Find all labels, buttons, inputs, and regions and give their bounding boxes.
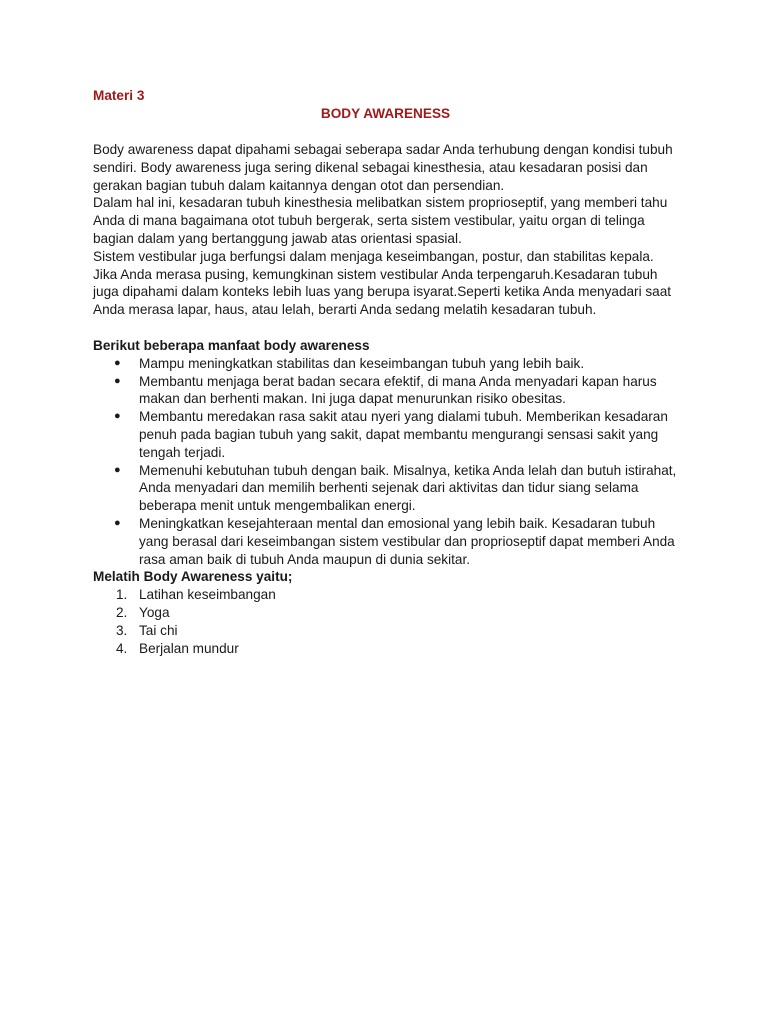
paragraph: Body awareness dapat dipahami sebagai seberapa sadar Anda terhubung dengan kondisi tubuh sendiri. Body awareness juga sering dikenal sebagai kinesthesia, atau kesadaran posisi dan gerakan bagian tubuh dalam kaitannya dengan otot dan persendian. [93,142,673,193]
document-title: BODY AWARENESS [320,106,451,121]
list-item [93,355,678,373]
list-item-text: Latihan keseimbangan [139,587,276,603]
benefits-heading: Berikut beberapa manfaat body awareness [93,337,370,353]
intro-body [93,141,678,319]
materi-label: Materi 3 [93,88,145,103]
exercises-heading: Melatih Body Awareness yaitu; [93,569,293,585]
bullet-icon: ● [114,356,121,369]
list-item-text: Tai chi [139,622,178,638]
list-item [93,373,678,409]
list-item-text: Membantu menjaga berat badan secara efektif, di mana Anda menyadari kapan harus makan dan berhenti makan. Ini juga dapat menurunkan risiko obesitas. [139,373,657,407]
bullet-icon: ● [114,463,121,476]
list-item [93,640,678,658]
list-item [93,622,678,640]
list-item-text: Berjalan mundur [139,640,239,656]
exercises-list [93,586,678,657]
bullet-icon: ● [114,374,121,387]
list-item-text: Memenuhi kebutuhan tubuh dengan baik. Misalnya, ketika Anda lelah dan butuh istirahat, Anda menyadari dan memilih berhenti sejenak dari aktivitas dan tidur siang selama beberapa menit untuk mengembalikan energi. [139,462,677,514]
benefits-list [93,355,678,569]
list-item-text: Membantu meredakan rasa sakit atau nyeri yang dialami tubuh. Memberikan kesadaran penuh pada bagian tubuh yang sakit, dapat membantu mengurangi sensasi sakit yang tengah terjadi. [139,409,668,460]
bullet-icon: ● [114,410,121,423]
list-item [93,604,678,622]
list-item [93,515,678,568]
list-number: 2. [116,604,128,620]
document-page [93,87,678,657]
list-number: 3. [116,622,128,638]
bullet-icon: ● [114,516,121,529]
list-item-text: Meningkatkan kesejahteraan mental dan emosional yang lebih baik. Kesadaran tubuh yang berasal dari keseimbangan sistem vestibular dan proprioseptif dapat memberi Anda rasa aman baik di tubuh Anda maupun di dunia sekitar. [139,515,675,567]
list-item-text: Mampu meningkatkan stabilitas dan keseimbangan tubuh yang lebih baik. [139,355,585,371]
list-item-text: Yoga [139,604,170,620]
list-item [93,586,678,604]
paragraph: Dalam hal ini, kesadaran tubuh kinesthesia melibatkan sistem proprioseptif, yang memberi tahu Anda di mana bagaimana otot tubuh bergerak, serta sistem vestibular, yaitu organ di telinga bagian dalam yang bertanggung jawab atas orientasi spasial. [93,195,668,246]
list-number: 4. [116,640,128,656]
list-item [93,408,678,461]
list-item [93,462,678,515]
list-number: 1. [116,587,128,603]
paragraph: Sistem vestibular juga berfungsi dalam menjaga keseimbangan, postur, dan stabilitas kepala. Jika Anda merasa pusing, kemungkinan sistem vestibular Anda terpengaruh.Kesadaran tubuh juga dipahami dalam konteks lebih luas yang berupa isyarat.Seperti ketika Anda menyadari saat Anda merasa lapar, haus, atau lelah, berarti Anda sedang melatih kesadaran tubuh. [93,248,672,318]
